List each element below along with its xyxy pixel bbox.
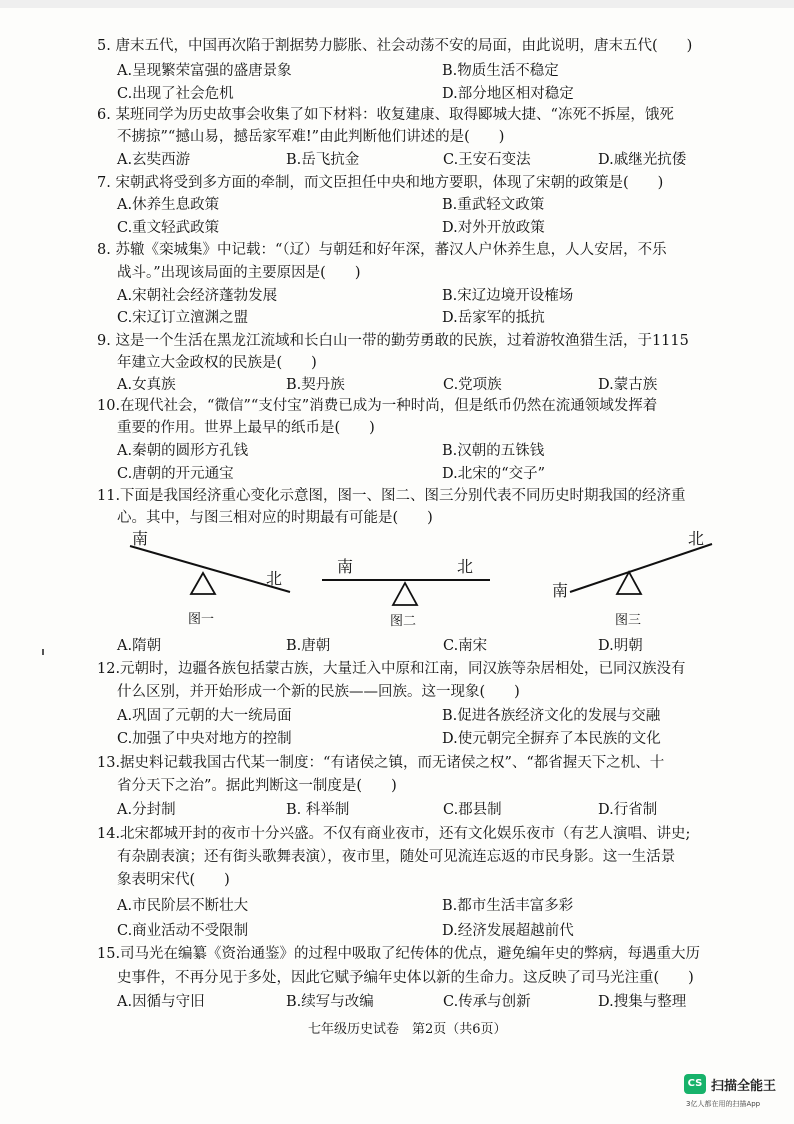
question-15-option-a: A.因循与守旧 (117, 994, 205, 1010)
question-10-option-c: C.唐朝的开元通宝 (117, 466, 234, 482)
watermark-app-name: 扫描全能王 (711, 1079, 777, 1094)
question-7-option-b: B.重武轻文政策 (442, 197, 545, 213)
question-10-stem: 10.在现代社会，“微信”“支付宝”消费已成为一种时尚，但是纸币仍然在流通领域发挥着 (97, 398, 658, 414)
figure-2-north-label: 北 (457, 557, 474, 576)
question-7-stem: 7. 宋朝武将受到多方面的牵制，而文臣担任中央和地方要职，体现了宋朝的政策是( ) (97, 175, 664, 191)
question-7-option-d: D.对外开放政策 (442, 220, 545, 236)
figure-3-north-label: 北 (688, 529, 705, 548)
question-5-option-b: B.物质生活不稳定 (442, 63, 559, 79)
question-14-option-b: B.都市生活丰富多彩 (442, 898, 574, 914)
question-9-option-c: C.党项族 (443, 377, 502, 393)
question-9-option-a: A.女真族 (117, 377, 176, 393)
question-6-option-a: A.玄奘西游 (117, 152, 191, 168)
figure-1-south-label: 南 (132, 529, 149, 548)
question-9-option-b: B.契丹族 (286, 377, 345, 393)
question-12-option-d: D.使元朝完全摒弃了本民族的文化 (442, 731, 661, 747)
question-13-option-a: A.分封制 (117, 802, 176, 818)
camscanner-logo-icon: CS (684, 1074, 706, 1094)
question-6-stem: 6. 某班同学为历史故事会收集了如下材料：收复建康、取得郾城大捷、“冻死不拆屋，饿死 (97, 107, 674, 123)
question-11-option-c: C.南宋 (443, 638, 488, 654)
figure-1-seesaw (130, 529, 290, 627)
question-6-option-d: D.戚继光抗倭 (598, 152, 687, 168)
question-11-option-a: A.隋朝 (117, 638, 162, 654)
figure-2-south-label: 南 (337, 557, 354, 576)
question-10-stem-cont: 重要的作用。世界上最早的纸币是( ) (117, 420, 375, 436)
question-15-stem: 15.司马光在编纂《资治通鉴》的过程中吸取了纪传体的优点，避免编年史的弊病，每遇重大历 (97, 946, 701, 962)
figure-2-seesaw (322, 557, 490, 629)
question-15-option-d: D.搜集与整理 (598, 994, 687, 1010)
question-10-option-a: A.秦朝的圆形方孔钱 (117, 443, 249, 459)
question-11-stem: 11.下面是我国经济重心变化示意图，图一、图二、图三分别代表不同历史时期我国的经济重 (97, 488, 686, 504)
economic-center-diagram (120, 528, 740, 634)
question-15-option-c: C.传承与创新 (443, 994, 531, 1010)
figure-3-caption: 图三 (615, 613, 642, 628)
question-13-stem-cont: 省分天下之治”。据此判断这一制度是( ) (117, 778, 397, 794)
figure-2-caption: 图二 (390, 614, 417, 629)
figure-2-fulcrum (393, 583, 417, 605)
question-10-option-d: D.北宋的“交子” (442, 466, 546, 482)
question-5-option-c: C.出现了社会危机 (117, 86, 234, 102)
question-6-stem-cont: 不掳掠”“撼山易，撼岳家军难!”由此判断他们讲述的是( ) (117, 129, 505, 145)
question-12-option-a: A.巩固了元朝的大一统局面 (117, 708, 292, 724)
figure-1-north-label: 北 (266, 569, 283, 588)
question-8-option-b: B.宋辽边境开设榷场 (442, 288, 574, 304)
figure-3-seesaw (552, 529, 712, 628)
question-6-option-b: B.岳飞抗金 (286, 152, 360, 168)
question-15-stem-cont: 史事件，不再分见于多处，因此它赋予编年史体以新的生命力。这反映了司马光注重( ) (117, 970, 694, 986)
question-9-option-d: D.蒙古族 (598, 377, 658, 393)
question-15-option-b: B.续写与改编 (286, 994, 374, 1010)
question-13-option-d: D.行省制 (598, 802, 658, 818)
question-8-stem-cont: 战斗。”出现该局面的主要原因是( ) (117, 265, 361, 281)
question-14-stem-cont-2: 象表明宋代( ) (117, 872, 230, 888)
figure-3-south-label: 南 (552, 581, 569, 600)
question-8-stem: 8. 苏辙《栾城集》中记载：“（辽）与朝廷和好年深，蕃汉人户休养生息，人人安居，不乐 (97, 242, 667, 258)
question-12-stem: 12.元朝时，边疆各族包括蒙古族，大量迁入中原和江南，同汉族等杂居相处，已同汉族没有 (97, 661, 686, 677)
question-14-stem: 14.北宋都城开封的夜市十分兴盛。不仅有商业夜市，还有文化娱乐夜市（有艺人演唱、讲史; (97, 826, 691, 842)
question-10-option-b: B.汉朝的五铢钱 (442, 443, 545, 459)
figure-1-fulcrum (191, 573, 215, 594)
question-12-option-b: B.促进各族经济文化的发展与交融 (442, 708, 661, 724)
question-13-option-b: B. 科举制 (286, 802, 350, 818)
question-8-option-d: D.岳家军的抵抗 (442, 310, 545, 326)
question-11-stem-cont: 心。其中，与图三相对应的时期最有可能是( ) (117, 510, 433, 526)
question-14-stem-cont-1: 有杂剧表演；还有街头歌舞表演），夜市里，随处可见流连忘返的市民身影。这一生活景 (117, 849, 676, 865)
question-13-stem: 13.据史料记载我国古代某一制度：“有诸侯之镇，而无诸侯之权”、“都省握天下之机、十 (97, 755, 665, 771)
question-5-option-d: D.部分地区相对稳定 (442, 86, 574, 102)
question-11-option-d: D.明朝 (598, 638, 643, 654)
figure-3-beam (570, 544, 712, 592)
question-5-option-a: A.呈现繁荣富强的盛唐景象 (117, 63, 292, 79)
question-8-option-c: C.宋辽订立澶渊之盟 (117, 310, 249, 326)
question-5-stem: 5. 唐末五代，中国再次陷于割据势力膨胀、社会动荡不安的局面，由此说明，唐末五代( ) (97, 38, 693, 54)
question-9-stem: 9. 这是一个生活在黑龙江流域和长白山一带的勤劳勇敢的民族，过着游牧渔猎生活，于1115 (97, 333, 689, 349)
figure-1-caption: 图一 (188, 612, 215, 627)
question-7-option-c: C.重文轻武政策 (117, 220, 220, 236)
question-7-option-a: A.休养生息政策 (117, 197, 220, 213)
question-14-option-d: D.经济发展超越前代 (442, 923, 574, 939)
question-12-option-c: C.加强了中央对地方的控制 (117, 731, 292, 747)
question-6-option-c: C.王安石变法 (443, 152, 531, 168)
scanner-watermark (684, 1072, 784, 1116)
question-13-option-c: C.郡县制 (443, 802, 502, 818)
question-9-stem-cont: 年建立大金政权的民族是( ) (117, 355, 317, 371)
watermark-tagline: 3亿人都在用的扫描App (686, 1100, 761, 1108)
page-footer: 七年级历史试卷 第2页（共6页） (308, 1022, 507, 1037)
scan-speck (42, 649, 44, 655)
question-11-option-b: B.唐朝 (286, 638, 331, 654)
question-12-stem-cont: 什么区别，并开始形成一个新的民族——回族。这一现象( ) (117, 684, 520, 700)
question-14-option-a: A.市民阶层不断壮大 (117, 898, 249, 914)
question-14-option-c: C.商业活动不受限制 (117, 923, 249, 939)
question-8-option-a: A.宋朝社会经济蓬勃发展 (117, 288, 278, 304)
